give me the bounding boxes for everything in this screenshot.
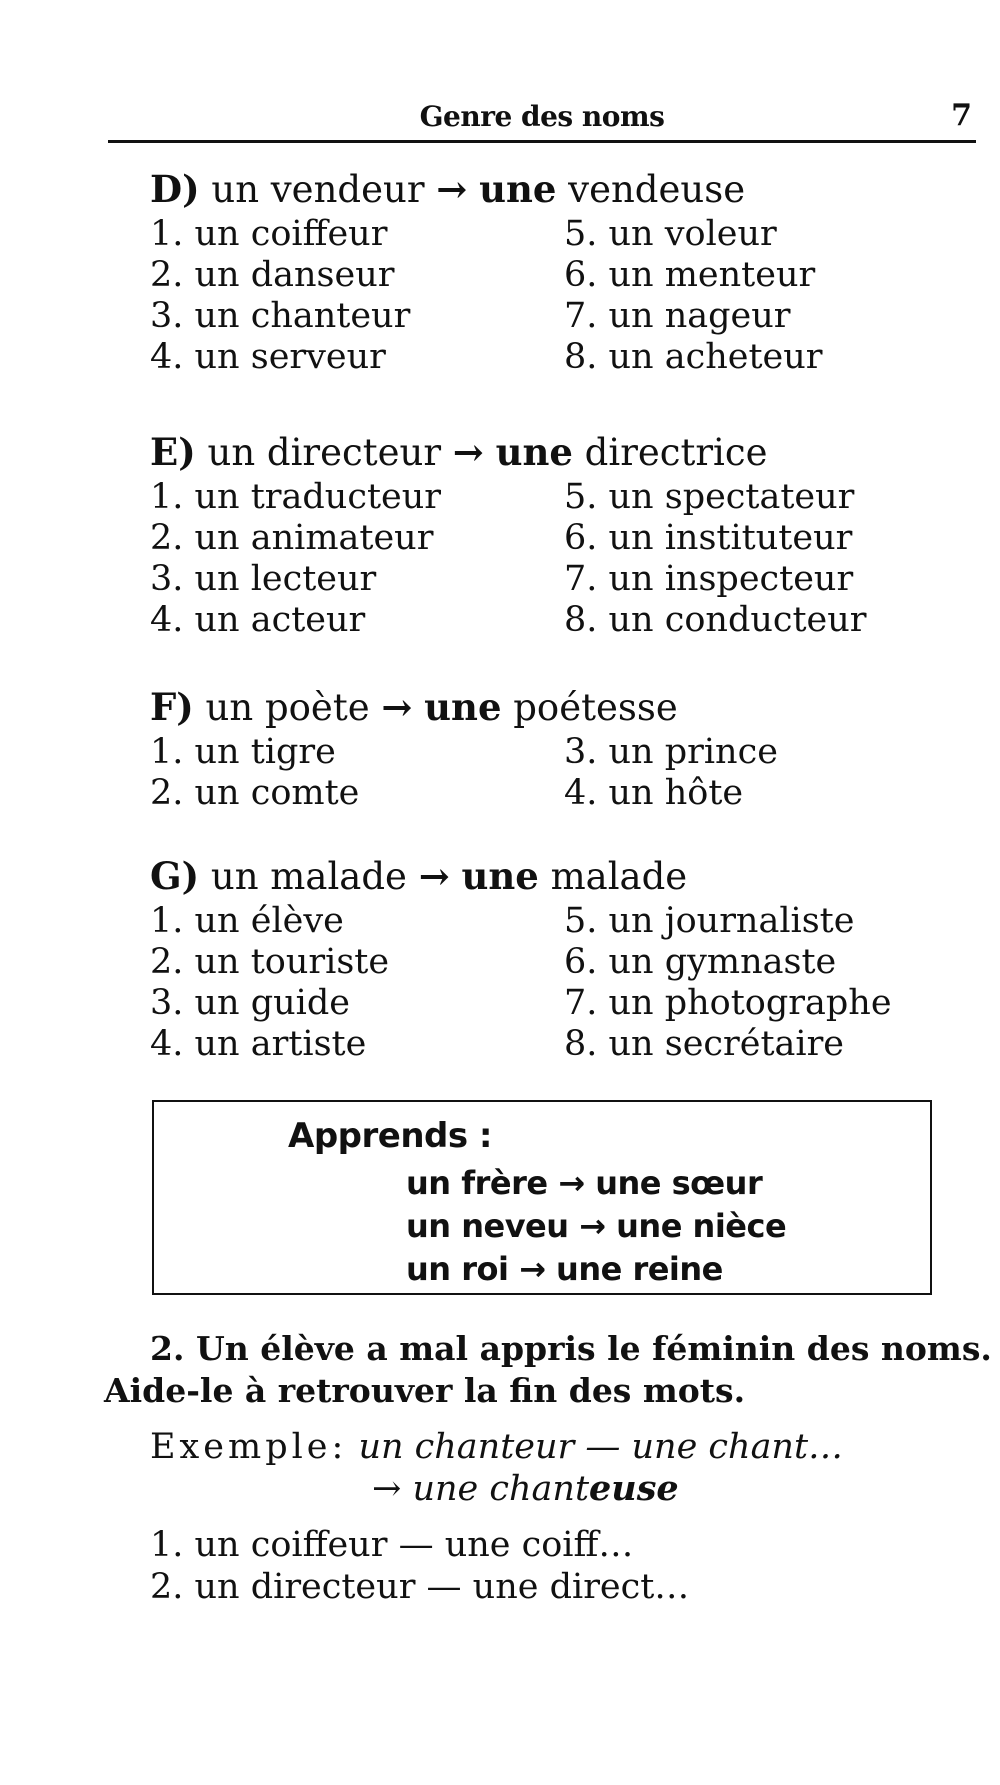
apprends-lines (406, 1162, 786, 1291)
list-item: 5. un spectateur (564, 477, 855, 517)
list-item: 1. un élève (150, 901, 344, 941)
list-item: 1. un tigre (150, 732, 336, 772)
page-number: 7 (951, 98, 972, 133)
list-item: 2. un directeur — une direct… (150, 1567, 690, 1607)
section-f (150, 685, 940, 813)
list-item: 8. un secrétaire (564, 1024, 845, 1064)
apprends-line: un frère → une sœur (406, 1164, 763, 1202)
arrow-icon: → (452, 430, 484, 474)
section-e (150, 430, 940, 640)
apprends-title: Apprends : (288, 1116, 493, 1156)
section-g-title: G) un malade → une malade (150, 854, 688, 898)
list-item: 8. un conducteur (564, 600, 867, 640)
list-item: 1. un coiffeur — une coiff… (150, 1525, 634, 1565)
section-d (150, 167, 940, 377)
exercise-list (150, 1524, 689, 1608)
example-text: un chanteur — une chant… (358, 1427, 844, 1467)
section-d-title: D) un vendeur → une vendeuse (150, 167, 746, 211)
list-item: 3. un lecteur (150, 559, 377, 599)
list-item: 4. un artiste (150, 1024, 367, 1064)
section-f-title: F) un poète → une poétesse (150, 685, 678, 729)
apprends-box (152, 1100, 932, 1295)
list-item: 7. un nageur (564, 296, 791, 336)
arrow-icon: → (372, 1469, 402, 1509)
list-item: 5. un voleur (564, 214, 777, 254)
list-item: 3. un prince (564, 732, 778, 772)
list-item: 3. un chanteur (150, 296, 411, 336)
list-item: 5. un journaliste (564, 901, 855, 941)
apprends-line: un roi → une reine (406, 1250, 723, 1288)
list-item: 3. un guide (150, 983, 350, 1023)
list-item: 6. un gymnaste (564, 942, 837, 982)
arrow-icon: → (381, 685, 413, 729)
list-item: 4. un acteur (150, 600, 366, 640)
list-item: 2. un touriste (150, 942, 390, 982)
list-item: 1. un traducteur (150, 477, 441, 517)
list-item: 1. un coiffeur (150, 214, 388, 254)
list-item: 4. un hôte (564, 773, 744, 813)
list-item: 7. un photographe (564, 983, 892, 1023)
running-title: Genre des noms (419, 100, 665, 133)
list-item: 8. un acheteur (564, 337, 823, 377)
arrow-icon: → (418, 854, 450, 898)
page-header (108, 92, 976, 143)
list-item: 6. un instituteur (564, 518, 853, 558)
list-item: 2. un danseur (150, 255, 395, 295)
example-label: Exemple: (150, 1427, 348, 1467)
example-answer: une chanteuse (412, 1468, 679, 1509)
list-item: 6. un menteur (564, 255, 816, 295)
exercise-2-instruction: 2. Un élève a mal appris le féminin des noms. Aide-le à retrouver la fin des mots. (104, 1329, 992, 1410)
list-item: 7. un inspecteur (564, 559, 854, 599)
example-block (150, 1426, 970, 1510)
section-e-title: E) un directeur → une directrice (150, 430, 768, 474)
arrow-icon: → (436, 167, 468, 211)
list-item: 2. un animateur (150, 518, 434, 558)
list-item: 4. un serveur (150, 337, 386, 377)
list-item: 2. un comte (150, 773, 360, 813)
apprends-line: un neveu → une nièce (406, 1207, 787, 1245)
section-g (150, 854, 940, 1064)
